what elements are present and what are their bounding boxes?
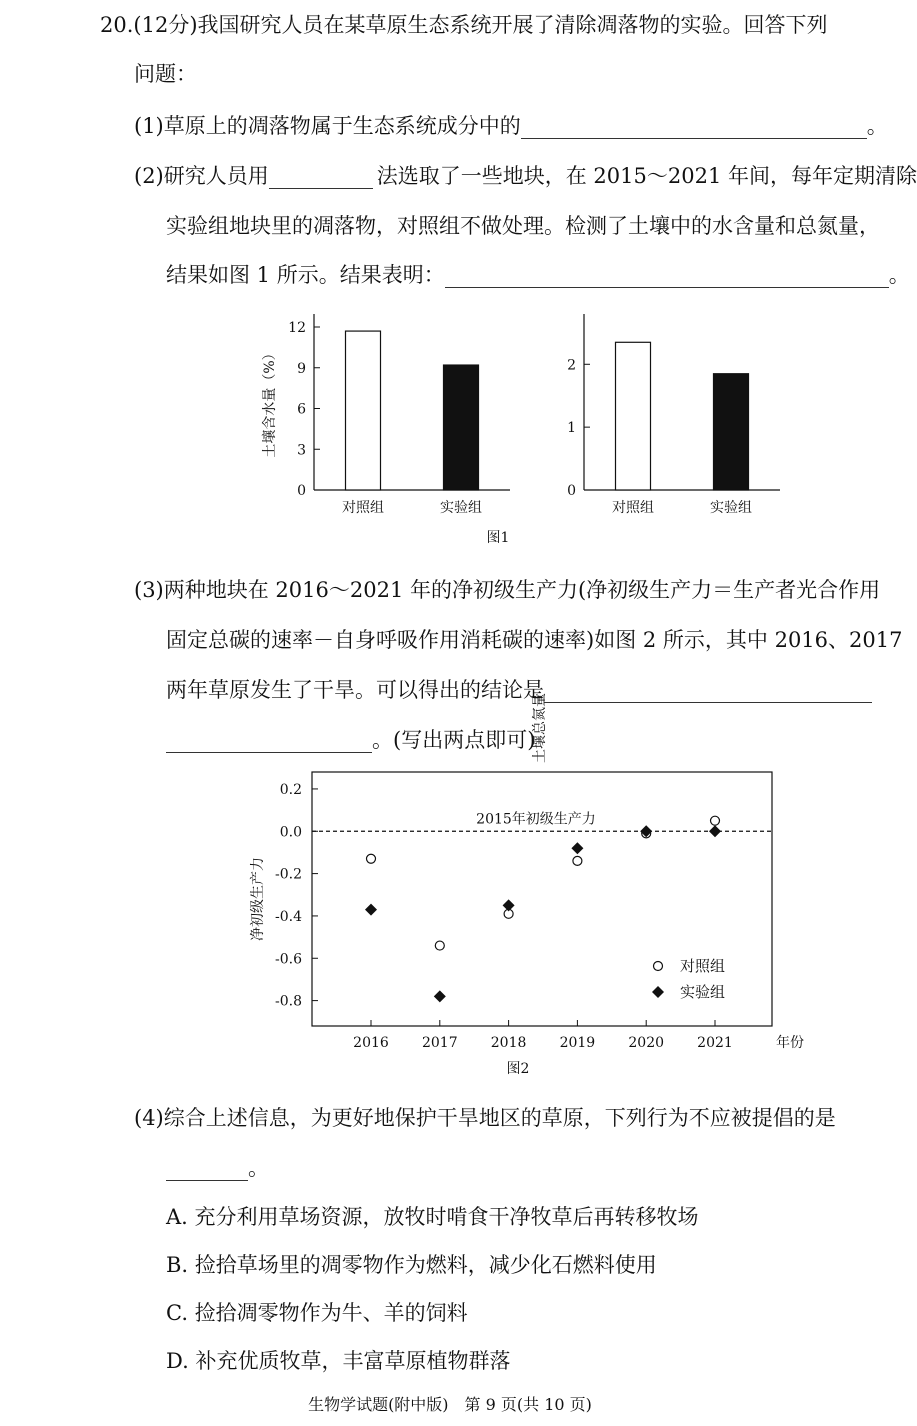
y-tick-label: 1	[567, 420, 576, 437]
y-tick-label: -0.2	[275, 866, 302, 883]
answer-blank-4[interactable]	[166, 1158, 248, 1181]
answer-blank-1[interactable]	[521, 116, 867, 139]
question-number: 20.	[100, 13, 134, 37]
y-tick-label: -0.6	[275, 951, 302, 968]
subquestion-3-line3	[166, 677, 872, 703]
x-tick-label: 实验组	[710, 500, 752, 516]
subquestion-3-line4	[166, 727, 535, 753]
subquestion-2-line3-text: 结果如图 1 所示。结果表明：	[166, 263, 445, 287]
subquestion-4: (4)综合上述信息，为更好地保护干旱地区的草原，下列行为不应被提倡的是	[134, 1106, 836, 1130]
experiment-point	[503, 899, 515, 911]
subquestion-3-line2: 固定总碳的速率－自身呼吸作用消耗碳的速率)如图 2 所示，其中 2016、2017	[166, 628, 903, 652]
subquestion-2-end: 。	[888, 263, 910, 287]
answer-blank-3b[interactable]	[166, 730, 372, 753]
x-tick-label: 2019	[559, 1035, 596, 1051]
experiment-point	[571, 842, 583, 854]
experiment-point	[709, 825, 721, 837]
option-c[interactable]: C. 捡拾凋零物作为牛、羊的饲料	[166, 1301, 468, 1325]
figure-2	[240, 760, 804, 1090]
question-intro: 我国研究人员在某草原生态系统开展了清除凋落物的实验。回答下列	[197, 13, 828, 37]
option-b[interactable]: B. 捡拾草场里的凋零物作为燃料，减少化石燃料使用	[166, 1253, 657, 1277]
bar-control	[346, 331, 381, 490]
subquestion-3-end: 。(写出两点即可)	[372, 728, 536, 752]
experiment-point	[365, 904, 377, 916]
legend-experiment-marker	[652, 986, 664, 998]
subquestion-3: (3)两种地块在 2016～2021 年的净初级生产力(净初级生产力＝生产者光合作用	[134, 578, 881, 602]
control-point	[711, 816, 720, 825]
subquestion-3-line3-text: 两年草原发生了干旱。可以得出的结论是	[166, 678, 544, 702]
subquestion-1-text: (1)草原上的凋落物属于生态系统成分中的	[134, 114, 521, 138]
legend-experiment-label: 实验组	[680, 983, 726, 1001]
subquestion-2-line3	[166, 262, 910, 288]
y-tick-label: 0.0	[279, 824, 302, 841]
control-point	[367, 854, 376, 863]
figure-1-caption: 图1	[486, 530, 510, 546]
bar-experiment	[444, 365, 479, 490]
y-tick-label: -0.4	[275, 908, 302, 925]
subquestion-2-line2: 实验组地块里的凋落物，对照组不做处理。检测了土壤中的水含量和总氮量，	[166, 214, 880, 238]
subquestion-2-part2: 法选取了一些地块，在 2015～2021 年间，每年定期清除	[376, 164, 917, 188]
x-tick-label: 实验组	[440, 500, 482, 516]
y-tick-label: 3	[297, 442, 306, 459]
legend-control-marker	[654, 962, 663, 971]
y-tick-label: 0	[567, 483, 576, 499]
x-tick-label: 对照组	[342, 500, 384, 516]
reference-line-label: 2015年初级生产力	[476, 811, 596, 828]
figure-1-left-chart	[261, 314, 510, 516]
subquestion-1	[134, 113, 888, 139]
question-score: (12分)	[133, 13, 198, 37]
y-tick-label: 12	[288, 320, 306, 336]
right-y-label: 土壤总氮量	[532, 693, 548, 763]
y-tick-label: 0	[297, 483, 306, 499]
answer-blank-2b[interactable]	[445, 265, 889, 288]
legend-control-label: 对照组	[680, 957, 726, 975]
subquestion-2-part1: (2)研究人员用	[134, 164, 269, 188]
answer-blank-2a[interactable]	[269, 166, 373, 189]
y-tick-label: 9	[297, 360, 306, 377]
question-header	[100, 12, 828, 38]
x-tick-label: 2020	[628, 1035, 665, 1051]
answer-blank-3a[interactable]	[544, 680, 872, 703]
question-intro-line2: 问题：	[134, 62, 197, 86]
x-tick-label: 2018	[490, 1035, 527, 1051]
x-tick-label: 对照组	[612, 500, 654, 516]
subquestion-4-line2	[166, 1155, 269, 1181]
left-y-label: 土壤含水量（%）	[262, 346, 278, 458]
control-point	[573, 856, 582, 865]
page-footer: 生物学试题(附中版) 第 9 页(共 10 页)	[308, 1395, 592, 1414]
x-tick-label: 2021	[697, 1035, 733, 1051]
y-tick-label: 0.2	[279, 781, 302, 798]
figure-2-plot	[275, 782, 772, 1051]
option-d[interactable]: D. 补充优质牧草，丰富草原植物群落	[166, 1349, 511, 1373]
figure-2-y-label: 净初级生产力	[250, 857, 266, 941]
option-a[interactable]: A. 充分利用草场资源，放牧时啃食干净牧草后再转移牧场	[166, 1205, 699, 1229]
subquestion-2	[134, 163, 917, 189]
bar-experiment	[714, 374, 749, 490]
subquestion-1-end: 。	[866, 114, 888, 138]
x-tick-label: 2016	[353, 1035, 389, 1051]
y-tick-label: -0.8	[275, 993, 302, 1010]
subquestion-4-end: 。	[248, 1156, 269, 1180]
y-tick-label: 2	[567, 357, 576, 374]
control-point	[435, 941, 444, 950]
figure-2-caption: 图2	[506, 1061, 530, 1077]
bar-control	[616, 342, 651, 490]
y-tick-label: 6	[297, 401, 306, 418]
experiment-point	[434, 990, 446, 1002]
x-tick-label: 2017	[421, 1035, 458, 1051]
figure-2-x-unit: 年份	[776, 1035, 804, 1051]
